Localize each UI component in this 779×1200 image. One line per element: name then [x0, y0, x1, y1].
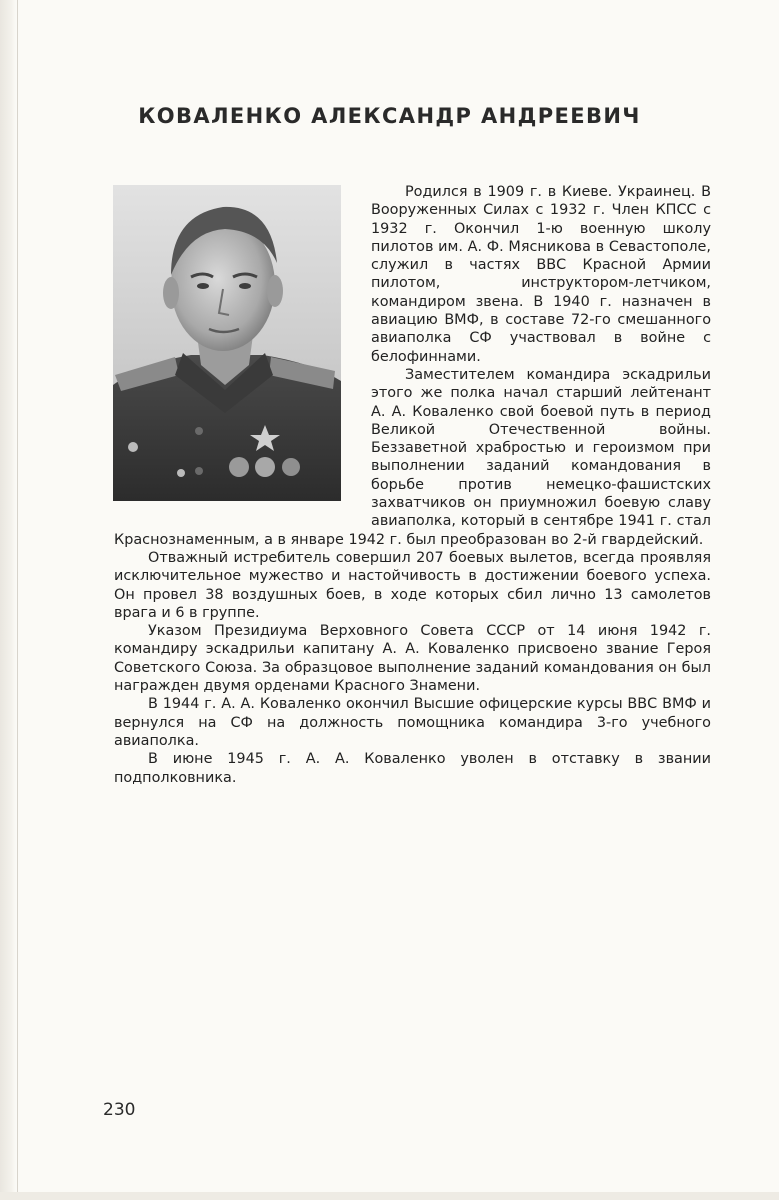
page-title: КОВАЛЕНКО АЛЕКСАНДР АНДРЕЕВИЧ	[138, 104, 641, 128]
page-fold-line	[17, 0, 18, 1200]
page-bottom-edge	[0, 1192, 779, 1200]
page-edge-shadow	[0, 0, 16, 1200]
paragraph-war-start: Заместителем командира эскадрильи этого же полка начал старший лейтенант А. А. Коваленко свой боевой путь в период Великой Отечественной войны. Беззаветной храбростью и героизмом при выполнении заданий командования в борьбе против немецко-фашистских захватчиков он приумножил боевую славу авиаполка, который в сентябре 1941 г. стал Краснознаменным, а в январе 1942 г. был преобразован во 2-й гвардейский.	[114, 366, 711, 548]
paragraph-courses: В 1944 г. А. А. Коваленко окончил Высшие офицерские курсы ВВС ВМФ и вернулся на СФ на должность помощника командира 3-го учебного авиаполка.	[114, 696, 711, 749]
page-number: 230	[103, 1100, 136, 1120]
paragraph-hero-award: Указом Президиума Верховного Совета СССР от 14 июня 1942 г. командиру эскадрильи капитану А. А. Коваленко присвоено звание Героя Советского Союза. За образцовое выполнение заданий командования он был награжден двумя орденами Красного Знамени.	[114, 623, 711, 695]
photo-float-spacer	[114, 183, 371, 523]
paragraph-birth: Родился в 1909 г. в Киеве. Украинец. В Вооруженных Силах с 1932 г. Член КПСС с 1932 г. Окончил 1-ю военную школу пилотов им. А. Ф. Мясникова в Севастополе, служил в частях ВВС Красной Армии пилотом, инструктором-летчиком, командиром звена. В 1940 г. назначен в авиацию ВМФ, в составе 72-го смешанного авиаполка СФ участвовал в войне с белофиннами.	[371, 184, 711, 365]
paragraph-combat-record: Отважный истребитель совершил 207 боевых вылетов, всегда проявляя исключительное мужество и настойчивость в достижении боевого успеха. Он провел 38 воздушных боев, в ходе которых сбил лично 13 самолетов врага и 6 в группе.	[114, 549, 711, 621]
biography-text	[114, 183, 711, 787]
paragraph-retirement: В июне 1945 г. А. А. Коваленко уволен в отставку в звании подполковника.	[114, 751, 711, 786]
